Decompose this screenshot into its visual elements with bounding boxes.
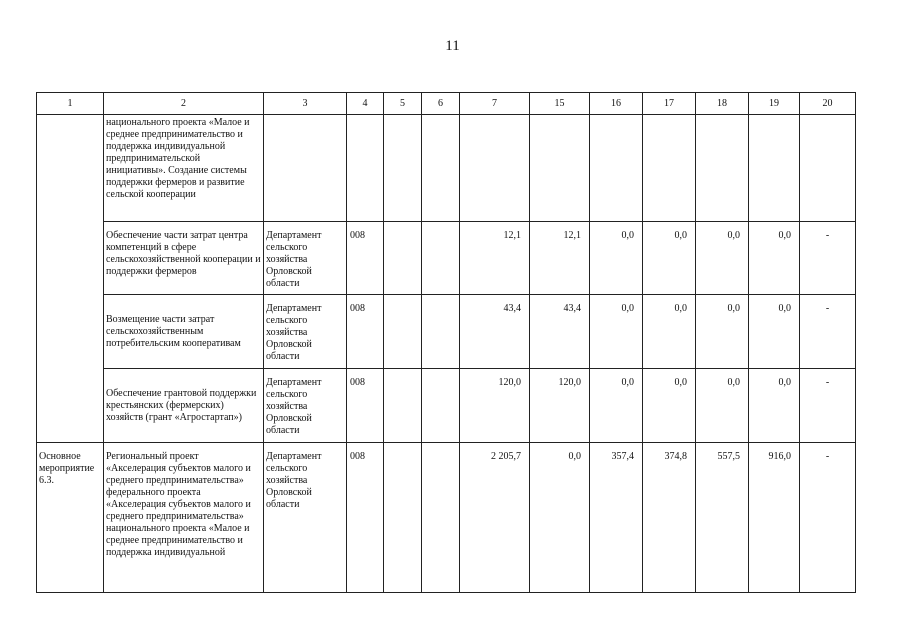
cell-description: национального проекта «Малое и среднее предпринимательство и поддержка индивидуальной предпринимательской инициативы». Создание системы поддержки фермеров и развитие сельской кооперации (104, 115, 264, 222)
cell-c7: 2 205,7 (460, 443, 530, 593)
column-header: 7 (460, 93, 530, 115)
page-number: 11 (445, 38, 460, 54)
table-row (37, 295, 856, 369)
cell-c5 (384, 443, 422, 593)
cell-department (264, 115, 347, 222)
column-header: 2 (104, 93, 264, 115)
cell-c5 (384, 222, 422, 295)
cell-c18: 0,0 (696, 295, 749, 369)
cell-c18: 0,0 (696, 222, 749, 295)
cell-c15 (530, 115, 590, 222)
column-header: 18 (696, 93, 749, 115)
cell-c17: 374,8 (643, 443, 696, 593)
header-row (37, 93, 856, 115)
cell-col1 (37, 115, 104, 443)
cell-c5 (384, 295, 422, 369)
cell-c5 (384, 115, 422, 222)
cell-c18 (696, 115, 749, 222)
cell-c19: 0,0 (749, 369, 800, 443)
cell-department: Департамент сельского хозяйства Орловской области (264, 369, 347, 443)
cell-c16: 0,0 (590, 295, 643, 369)
cell-c7: 12,1 (460, 222, 530, 295)
cell-c7: 43,4 (460, 295, 530, 369)
cell-c18: 0,0 (696, 369, 749, 443)
cell-c6 (422, 443, 460, 593)
cell-c19 (749, 115, 800, 222)
cell-c6 (422, 369, 460, 443)
cell-c17: 0,0 (643, 369, 696, 443)
cell-description: Региональный проект «Акселерация субъектов малого и среднего предпринимательства» федерального проекта «Акселерация субъектов малого и среднего предпринимательства» национального проекта «Малое и среднее предпринимательство и поддержка индивидуальной (104, 443, 264, 593)
cell-department: Департамент сельского хозяйства Орловской области (264, 222, 347, 295)
cell-c6 (422, 115, 460, 222)
cell-c20: - (800, 443, 856, 593)
column-header: 16 (590, 93, 643, 115)
cell-c18: 557,5 (696, 443, 749, 593)
column-header: 19 (749, 93, 800, 115)
cell-code: 008 (347, 295, 384, 369)
cell-c16 (590, 115, 643, 222)
column-header: 6 (422, 93, 460, 115)
column-header: 20 (800, 93, 856, 115)
cell-c19: 0,0 (749, 295, 800, 369)
cell-department: Департамент сельского хозяйства Орловской области (264, 443, 347, 593)
cell-c15: 120,0 (530, 369, 590, 443)
column-header: 1 (37, 93, 104, 115)
cell-c20: - (800, 295, 856, 369)
cell-c6 (422, 222, 460, 295)
cell-c20: - (800, 369, 856, 443)
column-header: 17 (643, 93, 696, 115)
cell-c15: 43,4 (530, 295, 590, 369)
cell-c19: 916,0 (749, 443, 800, 593)
cell-c16: 0,0 (590, 222, 643, 295)
cell-c15: 12,1 (530, 222, 590, 295)
cell-c17: 0,0 (643, 295, 696, 369)
cell-c20: - (800, 222, 856, 295)
column-header: 4 (347, 93, 384, 115)
budget-table (36, 92, 856, 593)
cell-c17: 0,0 (643, 222, 696, 295)
cell-c17 (643, 115, 696, 222)
column-header: 5 (384, 93, 422, 115)
cell-c5 (384, 369, 422, 443)
cell-c6 (422, 295, 460, 369)
cell-code: 008 (347, 222, 384, 295)
cell-c20 (800, 115, 856, 222)
table-row (37, 369, 856, 443)
cell-code: 008 (347, 443, 384, 593)
cell-c19: 0,0 (749, 222, 800, 295)
cell-c7 (460, 115, 530, 222)
cell-col1: Основное мероприятие 6.3. (37, 443, 104, 593)
table-row (37, 443, 856, 593)
column-header: 15 (530, 93, 590, 115)
cell-code (347, 115, 384, 222)
cell-description: Возмещение части затрат сельскохозяйственным потребительским кооперативам (104, 295, 264, 369)
table-row (37, 222, 856, 295)
cell-code: 008 (347, 369, 384, 443)
column-header: 3 (264, 93, 347, 115)
cell-c15: 0,0 (530, 443, 590, 593)
cell-description: Обеспечение грантовой поддержки крестьянских (фермерских) хозяйств (грант «Агростартап») (104, 369, 264, 443)
cell-description: Обеспечение части затрат центра компетенций в сфере сельскохозяйственной кооперации и поддержки фермеров (104, 222, 264, 295)
cell-department: Департамент сельского хозяйства Орловской области (264, 295, 347, 369)
table-row (37, 115, 856, 222)
cell-c16: 0,0 (590, 369, 643, 443)
cell-c16: 357,4 (590, 443, 643, 593)
cell-c7: 120,0 (460, 369, 530, 443)
